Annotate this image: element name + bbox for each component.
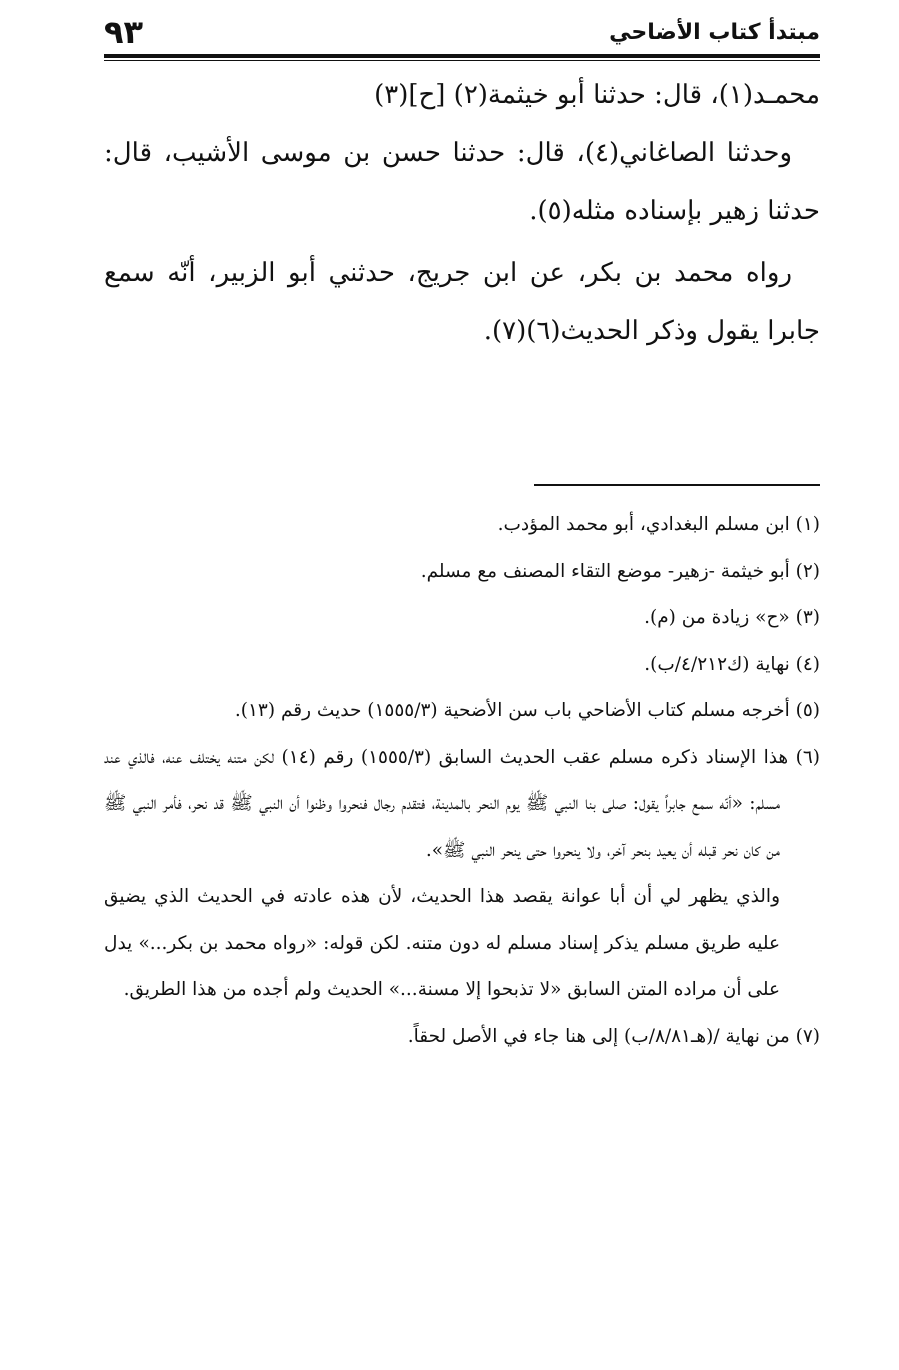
footnotes (104, 502, 820, 1060)
main-text (104, 66, 820, 360)
header-rule-thick (104, 54, 820, 58)
footnote-3: (٣) «ح» زيادة من (م). (644, 607, 820, 628)
running-title: مبتدأ كتاب الأضاحي (609, 19, 820, 45)
text-paragraph-2: وحدثنا الصاغاني(٤)، قال: حدثنا حسن بن موسى الأشيب، قال: حدثنا زهير بإسناده مثله(٥). (104, 138, 820, 226)
footnote-6-continuation: والذي يظهر لي أن أبا عوانة يقصد هذا الحديث، لأن هذه عادته في الحديث الذي يضيق عليه طريق مسلم يذكر إسناد مسلم له دون متنه. لكن قوله: «رواه محمد بن بكر...» يدل على أن مراده المتن السابق «لا تذبحوا إلا مسنة...» الحديث ولم أجده من هذا الطريق. (104, 886, 780, 1000)
footnote-4: (٤) نهاية (ك٤/٢١٢/ب). (644, 653, 820, 675)
page-number: ٩٣ (104, 13, 144, 51)
footnote-1: (١) ابن مسلم البغدادي، أبو محمد المؤدب. (497, 514, 820, 535)
footnote-2: (٢) أبو خيثمة -زهير- موضع التقاء المصنف مع مسلم. (420, 560, 820, 582)
footnote-separator (534, 484, 820, 486)
text-paragraph-3: رواه محمد بن بكر، عن ابن جريج، حدثني أبو الزبير، أنّه سمع جابرا يقول وذكر الحديث(٦)(٧). (104, 258, 820, 346)
footnote-7: (٧) من نهاية /(هـ٨/٨١/ب) إلى هنا جاء في الأصل لحقاً. (407, 1025, 820, 1047)
footnote-5: (٥) أخرجه مسلم كتاب الأضاحي باب سن الأضحية (١٥٥٥/٣) حديث رقم (١٣). (234, 700, 820, 721)
text-line-1: محمـد(١)، قال: حدثنا أبو خيثمة(٢) [ح](٣) (374, 80, 820, 110)
page-header (104, 12, 820, 52)
footnote-6: (٦) هذا الإسناد ذكره مسلم عقب الحديث السابق (١٥٥٥/٣) رقم (١٤) لكن متنه يختلف عنه، فالذي عند مسلم: «أنّه سمع جابراً يقول: صلى بنا النبي ﷺ يوم النحر بالمدينة، فتقدم رجال فنحروا وظنوا أن النبي ﷺ قد نحر، فأمر النبي ﷺ من كان نحر قبله أن يعيد بنحر آخر، ولا ينحروا حتى ينحر النبي ﷺ». (104, 746, 820, 861)
header-rule-thin (104, 60, 820, 61)
